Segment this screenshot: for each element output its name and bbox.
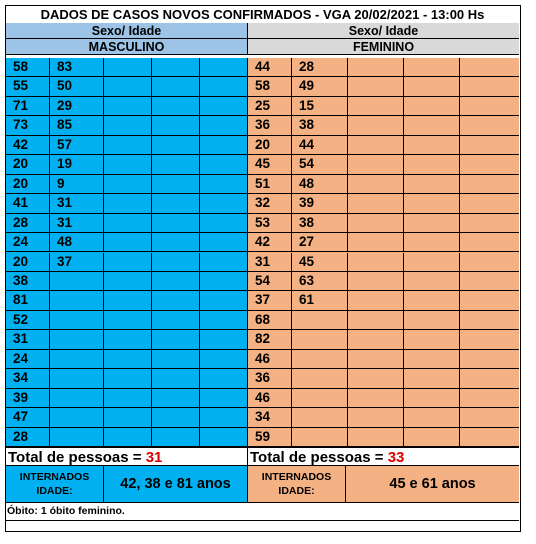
male-total-label: Total de pessoas = xyxy=(8,449,146,466)
feminino-age-cell xyxy=(404,311,460,330)
masculino-age-cell: 34 xyxy=(6,369,50,388)
masculino-age-cell xyxy=(104,291,152,310)
masculino-age-cell: 55 xyxy=(6,77,50,96)
masculino-age-cell: 58 xyxy=(6,58,50,77)
female-sexo-idade-header: Sexo/ Idade xyxy=(248,23,519,39)
masculino-age-cell xyxy=(200,350,247,369)
feminino-age-cell: 31 xyxy=(248,253,292,272)
feminino-age-cell xyxy=(292,428,348,447)
masculino-age-cell: 24 xyxy=(6,233,50,252)
masculino-age-cell xyxy=(200,330,247,349)
masculino-age-cell: 71 xyxy=(6,97,50,116)
feminino-age-cell xyxy=(460,194,519,213)
female-internados-line1: INTERNADOS xyxy=(261,471,332,483)
feminino-age-cell: 20 xyxy=(248,136,292,155)
masculino-age-cell xyxy=(50,311,104,330)
masculino-age-cell xyxy=(104,58,152,77)
table-title: DADOS DE CASOS NOVOS CONFIRMADOS - VGA 20/02/2021 - 13:00 Hs xyxy=(6,6,519,24)
feminino-age-cell xyxy=(404,136,460,155)
feminino-age-cell xyxy=(404,116,460,135)
masculino-age-cell: 39 xyxy=(6,389,50,408)
masculino-age-cell xyxy=(50,389,104,408)
feminino-age-cell: 44 xyxy=(248,58,292,77)
feminino-age-cell: 42 xyxy=(248,233,292,252)
feminino-age-cell: 46 xyxy=(248,389,292,408)
feminino-age-cell xyxy=(292,408,348,427)
masculino-age-cell: 29 xyxy=(50,97,104,116)
masculino-age-cell xyxy=(152,175,200,194)
feminino-age-cell: 68 xyxy=(248,311,292,330)
feminino-age-cell xyxy=(404,194,460,213)
feminino-age-cell xyxy=(292,330,348,349)
male-total xyxy=(6,447,248,466)
male-sexo-idade-header: Sexo/ Idade xyxy=(6,23,248,39)
male-age-grid xyxy=(6,58,248,447)
feminino-age-cell: 49 xyxy=(292,77,348,96)
masculino-age-cell: 19 xyxy=(50,155,104,174)
feminino-age-cell xyxy=(348,155,404,174)
masculino-age-cell: 48 xyxy=(50,233,104,252)
masculino-age-cell: 85 xyxy=(50,116,104,135)
masculino-age-cell: 37 xyxy=(50,253,104,272)
masculino-age-cell: 52 xyxy=(6,311,50,330)
masculino-age-cell xyxy=(200,233,247,252)
feminino-age-cell: 44 xyxy=(292,136,348,155)
feminino-age-cell xyxy=(348,428,404,447)
feminino-age-cell xyxy=(348,214,404,233)
cases-table xyxy=(5,5,521,532)
masculino-age-cell xyxy=(50,272,104,291)
masculino-age-cell xyxy=(152,428,200,447)
feminino-age-cell xyxy=(460,311,519,330)
feminino-age-cell: 51 xyxy=(248,175,292,194)
masculino-age-cell xyxy=(152,116,200,135)
masculino-age-cell xyxy=(152,272,200,291)
masculino-age-cell xyxy=(104,428,152,447)
masculino-age-cell: 31 xyxy=(6,330,50,349)
masculino-age-cell xyxy=(50,369,104,388)
masculino-age-cell: 38 xyxy=(6,272,50,291)
feminino-age-cell xyxy=(404,408,460,427)
male-internados-label xyxy=(6,466,104,502)
feminino-age-cell xyxy=(404,214,460,233)
feminino-age-cell: 34 xyxy=(248,408,292,427)
feminino-age-cell: 39 xyxy=(292,194,348,213)
feminino-age-cell xyxy=(460,175,519,194)
feminino-age-cell xyxy=(460,58,519,77)
masculino-age-cell xyxy=(152,330,200,349)
masculino-age-cell xyxy=(104,214,152,233)
feminino-age-cell: 15 xyxy=(292,97,348,116)
masculino-age-cell: 41 xyxy=(6,194,50,213)
feminino-age-cell: 25 xyxy=(248,97,292,116)
masculino-age-cell xyxy=(200,136,247,155)
masculino-age-cell xyxy=(104,97,152,116)
masculino-age-cell: 20 xyxy=(6,253,50,272)
masculino-age-cell xyxy=(104,369,152,388)
masculino-age-cell xyxy=(200,428,247,447)
feminino-age-cell xyxy=(348,116,404,135)
masculino-age-cell xyxy=(152,97,200,116)
feminino-age-cell xyxy=(404,369,460,388)
feminino-age-cell xyxy=(348,175,404,194)
feminino-age-cell xyxy=(348,194,404,213)
masculino-age-cell xyxy=(200,155,247,174)
feminino-age-cell xyxy=(404,58,460,77)
feminino-age-cell: 45 xyxy=(292,253,348,272)
feminino-age-cell: 54 xyxy=(292,155,348,174)
feminino-age-cell xyxy=(404,291,460,310)
masculino-age-cell: 83 xyxy=(50,58,104,77)
masculino-age-cell xyxy=(152,350,200,369)
feminino-age-cell: 53 xyxy=(248,214,292,233)
masculino-age-cell xyxy=(200,214,247,233)
masculino-age-cell xyxy=(104,330,152,349)
feminino-age-cell xyxy=(404,233,460,252)
feminino-age-cell xyxy=(404,175,460,194)
feminino-age-cell xyxy=(348,253,404,272)
masculino-age-cell xyxy=(200,58,247,77)
masculino-age-cell xyxy=(200,389,247,408)
male-internados-value: 42, 38 e 81 anos xyxy=(120,476,231,492)
masculino-age-cell xyxy=(152,58,200,77)
masculino-age-cell: 20 xyxy=(6,155,50,174)
masculino-age-cell xyxy=(152,291,200,310)
masculino-age-cell xyxy=(104,136,152,155)
feminino-age-cell: 48 xyxy=(292,175,348,194)
feminino-age-cell: 32 xyxy=(248,194,292,213)
feminino-age-cell xyxy=(348,389,404,408)
feminino-age-cell xyxy=(348,77,404,96)
feminino-age-cell: 63 xyxy=(292,272,348,291)
masculino-age-cell: 42 xyxy=(6,136,50,155)
masculino-age-cell xyxy=(104,194,152,213)
masculino-age-cell: 31 xyxy=(50,194,104,213)
feminino-age-cell: 61 xyxy=(292,291,348,310)
feminino-age-cell xyxy=(348,233,404,252)
feminino-age-cell xyxy=(348,58,404,77)
feminino-age-cell: 27 xyxy=(292,233,348,252)
masculino-age-cell xyxy=(104,350,152,369)
masculino-age-cell xyxy=(152,77,200,96)
masculino-age-cell xyxy=(200,272,247,291)
masculino-age-cell: 57 xyxy=(50,136,104,155)
feminino-age-cell xyxy=(348,272,404,291)
feminino-age-cell xyxy=(460,116,519,135)
masculino-age-cell xyxy=(200,311,247,330)
masculino-age-cell xyxy=(152,194,200,213)
masculino-age-cell xyxy=(200,175,247,194)
masculino-age-cell xyxy=(200,194,247,213)
female-internados-label xyxy=(248,466,346,502)
masculino-age-cell xyxy=(200,116,247,135)
masculino-age-cell xyxy=(152,389,200,408)
masculino-age-cell xyxy=(152,136,200,155)
feminino-age-cell: 36 xyxy=(248,369,292,388)
masculino-age-cell xyxy=(200,77,247,96)
feminino-age-cell xyxy=(348,330,404,349)
masculino-age-cell xyxy=(152,253,200,272)
male-internados xyxy=(6,466,248,503)
feminino-age-cell xyxy=(404,253,460,272)
feminino-age-cell xyxy=(460,136,519,155)
female-total-label: Total de pessoas = xyxy=(250,449,388,466)
masculino-age-cell xyxy=(50,330,104,349)
masculino-age-cell: 9 xyxy=(50,175,104,194)
masculino-age-cell: 28 xyxy=(6,428,50,447)
feminino-age-cell xyxy=(348,311,404,330)
masculino-age-cell xyxy=(104,175,152,194)
feminino-age-cell xyxy=(348,350,404,369)
masculino-age-cell xyxy=(50,408,104,427)
feminino-age-cell xyxy=(460,408,519,427)
masculino-age-cell xyxy=(104,389,152,408)
feminino-age-cell xyxy=(404,77,460,96)
feminino-age-cell: 36 xyxy=(248,116,292,135)
masculino-age-cell xyxy=(104,155,152,174)
masculino-age-cell xyxy=(104,408,152,427)
masculino-age-cell xyxy=(152,311,200,330)
feminino-age-cell: 38 xyxy=(292,116,348,135)
masculino-age-cell xyxy=(50,291,104,310)
feminino-age-cell xyxy=(404,97,460,116)
masculino-age-cell xyxy=(200,97,247,116)
masculino-age-cell xyxy=(152,369,200,388)
masculino-age-cell xyxy=(50,428,104,447)
masculino-age-cell: 28 xyxy=(6,214,50,233)
feminino-age-cell xyxy=(404,155,460,174)
masculino-age-cell xyxy=(104,116,152,135)
feminino-age-cell xyxy=(292,350,348,369)
feminino-age-cell xyxy=(348,369,404,388)
masculino-age-cell xyxy=(104,233,152,252)
female-age-grid xyxy=(248,58,519,447)
feminino-age-cell xyxy=(404,428,460,447)
masculino-age-cell xyxy=(152,233,200,252)
feminino-age-cell xyxy=(460,389,519,408)
masculino-age-cell: 81 xyxy=(6,291,50,310)
feminino-age-cell xyxy=(348,136,404,155)
masculino-age-cell xyxy=(104,311,152,330)
feminino-age-cell: 28 xyxy=(292,58,348,77)
masculino-age-cell: 47 xyxy=(6,408,50,427)
feminino-age-cell xyxy=(460,214,519,233)
male-section-header: MASCULINO xyxy=(6,39,248,55)
feminino-age-cell xyxy=(460,97,519,116)
female-internados-line2: IDADE: xyxy=(278,485,315,497)
female-section-header: FEMININO xyxy=(248,39,519,55)
feminino-age-cell: 82 xyxy=(248,330,292,349)
feminino-age-cell xyxy=(404,389,460,408)
divider xyxy=(6,520,519,521)
feminino-age-cell xyxy=(348,408,404,427)
male-internados-line2: IDADE: xyxy=(36,485,73,497)
masculino-age-cell xyxy=(200,291,247,310)
feminino-age-cell: 59 xyxy=(248,428,292,447)
feminino-age-cell: 58 xyxy=(248,77,292,96)
masculino-age-cell: 31 xyxy=(50,214,104,233)
feminino-age-cell xyxy=(460,330,519,349)
feminino-age-cell xyxy=(460,272,519,291)
feminino-age-cell xyxy=(404,272,460,291)
feminino-age-cell xyxy=(292,369,348,388)
feminino-age-cell xyxy=(292,311,348,330)
masculino-age-cell xyxy=(50,350,104,369)
masculino-age-cell xyxy=(152,155,200,174)
obito-note: Óbito: 1 óbito feminino. xyxy=(7,505,125,517)
feminino-age-cell xyxy=(348,291,404,310)
feminino-age-cell: 46 xyxy=(248,350,292,369)
feminino-age-cell xyxy=(460,369,519,388)
masculino-age-cell xyxy=(104,77,152,96)
masculino-age-cell: 50 xyxy=(50,77,104,96)
feminino-age-cell xyxy=(404,330,460,349)
feminino-age-cell: 45 xyxy=(248,155,292,174)
masculino-age-cell: 73 xyxy=(6,116,50,135)
female-total-value: 33 xyxy=(387,449,405,466)
feminino-age-cell xyxy=(292,389,348,408)
feminino-age-cell xyxy=(460,253,519,272)
masculino-age-cell xyxy=(104,253,152,272)
female-internados-value: 45 e 61 anos xyxy=(389,476,476,492)
masculino-age-cell xyxy=(200,253,247,272)
feminino-age-cell xyxy=(460,350,519,369)
masculino-age-cell xyxy=(200,408,247,427)
female-total xyxy=(248,447,519,466)
masculino-age-cell: 20 xyxy=(6,175,50,194)
feminino-age-cell: 38 xyxy=(292,214,348,233)
female-internados xyxy=(248,466,519,503)
feminino-age-cell xyxy=(348,97,404,116)
feminino-age-cell xyxy=(460,428,519,447)
feminino-age-cell: 54 xyxy=(248,272,292,291)
feminino-age-cell: 37 xyxy=(248,291,292,310)
feminino-age-cell xyxy=(404,350,460,369)
masculino-age-cell xyxy=(200,369,247,388)
feminino-age-cell xyxy=(460,291,519,310)
feminino-age-cell xyxy=(460,77,519,96)
feminino-age-cell xyxy=(460,233,519,252)
masculino-age-cell xyxy=(104,272,152,291)
masculino-age-cell xyxy=(152,214,200,233)
feminino-age-cell xyxy=(460,155,519,174)
male-total-value: 31 xyxy=(145,449,163,466)
male-internados-line1: INTERNADOS xyxy=(19,471,90,483)
masculino-age-cell: 24 xyxy=(6,350,50,369)
masculino-age-cell xyxy=(152,408,200,427)
